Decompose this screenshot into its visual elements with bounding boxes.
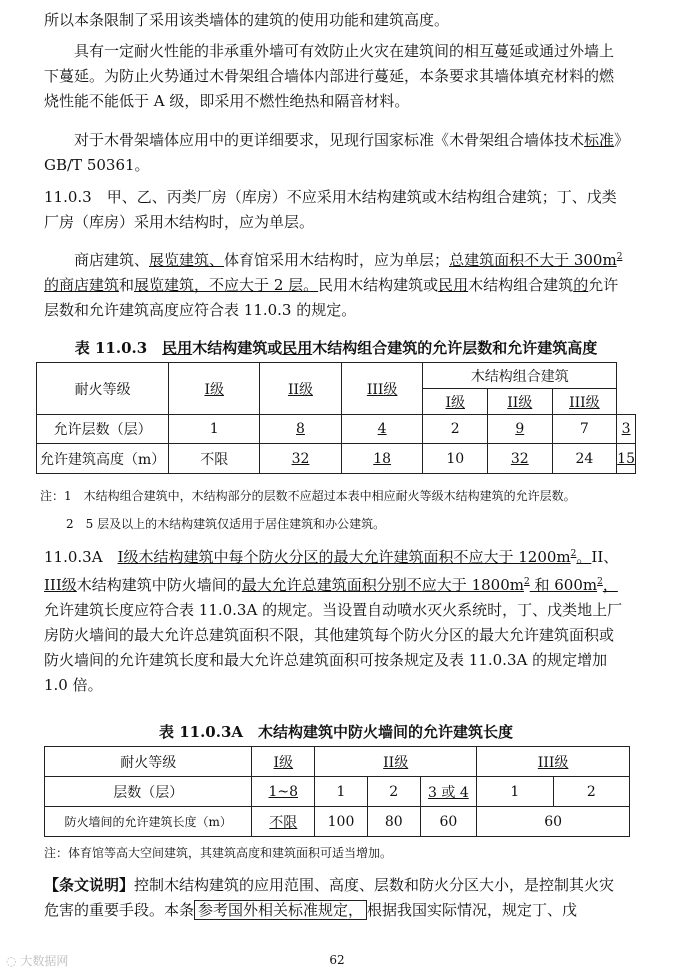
text-run: 商店建筑、 <box>74 251 150 269</box>
header-label: III级 <box>569 394 600 411</box>
header-label: II级 <box>287 381 314 398</box>
header-label: II级 <box>383 754 409 771</box>
table-1 <box>36 362 636 474</box>
cell-value: 3 或 4 <box>428 784 469 801</box>
underlined-run: ，不应大于 2 层。 <box>194 276 319 294</box>
reference-underlined: 标准 <box>584 131 615 149</box>
text-run: II、 <box>591 548 619 566</box>
cell <box>252 807 315 837</box>
cell-value: 1~8 <box>268 783 299 800</box>
clause-11-0-3: 11.0.3 甲、乙、丙类厂房（库房）不应采用木结构建筑或木结构组合建筑；丁、戊类厂房（库房）采用木结构时，应为单层。 <box>44 188 617 231</box>
header-combo: 木结构组合建筑 <box>423 363 617 389</box>
reference-text: 对于木骨架墙体应用中的更详细要求，见现行国家标准《木骨架组合墙体技术 <box>74 131 585 149</box>
underlined-run: III级 <box>44 576 77 594</box>
cell: 2 <box>423 415 488 444</box>
cell: 1 <box>169 415 260 444</box>
row-label: 防火墙间的允许建筑长度（m） <box>45 807 252 837</box>
text-run: 木结构建筑中防火墙间的 <box>76 576 242 594</box>
cell-value: 18 <box>373 450 392 467</box>
cell <box>260 415 342 444</box>
header-label: I级 <box>273 754 294 771</box>
explanation <box>44 873 628 923</box>
cell: 10 <box>423 444 488 474</box>
header-grade-i <box>169 363 260 415</box>
cell-value: 8 <box>296 421 305 437</box>
clause-11-0-3a <box>44 542 628 698</box>
header-grade: 耐火等级 <box>37 363 169 415</box>
header-label: II级 <box>507 394 533 411</box>
header-grade-iii <box>477 747 630 777</box>
cell <box>341 444 423 474</box>
text-run: 控制木结构建筑的应用范围、高度、层数和防火分区大小，是控制其火灾危害的重要手段。本条 <box>44 876 615 919</box>
caption-underlined: 民用 <box>282 339 313 357</box>
row-label: 层数（层） <box>45 777 252 807</box>
caption-underlined: 民用 <box>162 339 193 357</box>
header-grade-iii <box>341 363 423 415</box>
reference-code: 》GB/T 50361。 <box>44 131 622 174</box>
table-1-note-1: 注：1 木结构组合建筑中，木结构部分的层数不应超过本表中相应耐火等级木结构建筑的允许层数。 <box>40 489 576 503</box>
row-label: 允许建筑高度（m） <box>37 444 169 474</box>
cell <box>617 415 636 444</box>
header-grade-ii <box>260 363 342 415</box>
cell <box>420 777 477 807</box>
cell: 80 <box>367 807 420 837</box>
header-grade-i <box>252 747 315 777</box>
underlined-run: 的商店建筑 <box>44 276 120 294</box>
cell: 24 <box>552 444 617 474</box>
underlined-run: 、 <box>209 251 225 269</box>
underlined-run: 总建筑面积不大于 300m <box>449 251 617 269</box>
cell-value: 32 <box>291 450 310 467</box>
underlined-run: 民用 <box>438 276 469 294</box>
header-label: III级 <box>537 754 569 771</box>
text-run: 和 <box>119 276 135 294</box>
cell: 2 <box>367 777 420 807</box>
caption-text: 表 11.0.3 <box>74 339 163 357</box>
cell-value: 3 <box>621 421 631 437</box>
table-2-caption: 表 11.0.3A 木结构建筑中防火墙间的允许建筑长度 <box>158 723 514 741</box>
header-label: I级 <box>204 381 224 398</box>
paragraph-wall-fire: 具有一定耐火性能的非承重外墙可有效防止火灾在建筑间的相互蔓延或通过外墙上下蔓延。为防止火势通过木骨架组合墙体内部进行蔓延，本条要求其墙体填充材料的燃烧性能不能低于 A 级，即采用不燃性绝热和隔音材料。 <box>44 42 615 110</box>
table-2 <box>44 746 630 837</box>
table-row <box>45 807 630 837</box>
text-run: 民用木结构建筑或 <box>318 276 439 294</box>
underlined-run: 展览建筑 <box>134 276 195 294</box>
cell <box>252 777 315 807</box>
cell: 1 <box>315 777 368 807</box>
text-run: 允许建筑长度应符合表 11.0.3A 的规定。当设置自动喷水灭火系统时，丁、戊类地上厂房防火墙间的最大允许总建筑面积不限，其他建筑每个防火分区的最大允许建筑面积或防火墙间的允许建筑长度和最大允许总建筑面积可按条规定及表 11.0.3A 的规定增加 1.0 倍。 <box>44 601 623 694</box>
cell-value: 9 <box>515 421 525 437</box>
cell-value: 不限 <box>269 814 298 831</box>
caption-text: 木结构建筑或 <box>192 339 283 357</box>
table-row <box>45 777 630 807</box>
header-grade: 耐火等级 <box>45 747 252 777</box>
underlined-run: 最大允许总建筑面积分别不应大于 1800m <box>241 576 524 594</box>
table-row <box>37 415 636 444</box>
cell-value: 32 <box>510 450 529 467</box>
header-label: III级 <box>366 381 398 398</box>
superscript: 2 <box>597 577 603 587</box>
watermark-text: 大数据网 <box>20 954 69 968</box>
row-label: 允许层数（层） <box>37 415 169 444</box>
paragraph-reference <box>44 128 628 178</box>
cell: 7 <box>552 415 617 444</box>
cell: 60 <box>477 807 630 837</box>
table-2-note: 注：体育馆等高大空间建筑，其建筑高度和建筑面积可适当增加。 <box>44 846 393 860</box>
header-combo-i <box>423 389 488 415</box>
superscript: 2 <box>616 252 623 262</box>
caption-text: 木结构组合建筑的允许层数和允许建筑高度 <box>312 339 598 357</box>
underlined-run: I级木结构建筑中每个防火分区的最大允许建筑面积不应大于 1200m <box>117 548 571 566</box>
header-label: I级 <box>445 394 465 411</box>
watermark-icon: ◌ <box>6 954 17 968</box>
cell <box>488 444 553 474</box>
underlined-run: 展览建筑 <box>149 251 210 269</box>
header-grade-ii <box>315 747 477 777</box>
underlined-run: 和 600m <box>529 576 598 594</box>
clause-number: 11.0.3A <box>44 548 118 566</box>
cell <box>341 415 423 444</box>
cell: 100 <box>315 807 368 837</box>
underlined-run: ， <box>602 576 618 594</box>
header-combo-iii <box>552 389 617 415</box>
cell <box>617 444 636 474</box>
underlined-run: 的 <box>573 276 589 294</box>
table-row <box>37 444 636 474</box>
page-number: 62 <box>329 953 345 967</box>
cell: 2 <box>553 777 629 807</box>
cell: 60 <box>420 807 477 837</box>
superscript: 2 <box>523 577 530 587</box>
paragraph-0: 所以本条限制了采用该类墙体的建筑的使用功能和建筑高度。 <box>44 11 450 29</box>
table-1-caption <box>44 337 628 358</box>
cell: 不限 <box>169 444 260 474</box>
cell: 1 <box>477 777 553 807</box>
cell-value: 15 <box>617 450 635 467</box>
explanation-heading: 【条文说明】 <box>44 876 135 894</box>
boxed-run: 参考国外相关标准规定， <box>194 900 367 920</box>
text-run: 允许层数和允许建筑高度应符合表 11.0.3 的规定。 <box>44 276 619 319</box>
cell <box>260 444 342 474</box>
cell-value: 4 <box>377 421 387 437</box>
paragraph-civil-wood <box>44 245 628 323</box>
cell <box>488 415 553 444</box>
underlined-run: 。 <box>576 548 592 566</box>
table-1-note-2: 2 5 层及以上的木结构建筑仅适用于居住建筑和办公建筑。 <box>66 517 386 531</box>
superscript: 2 <box>570 549 577 559</box>
text-run: 木结构组合建筑 <box>468 276 574 294</box>
header-combo-ii <box>488 389 553 415</box>
text-run: 根据我国实际情况，规定丁、戊 <box>367 901 578 919</box>
text-run: 体育馆采用木结构时，应为单层； <box>224 251 450 269</box>
